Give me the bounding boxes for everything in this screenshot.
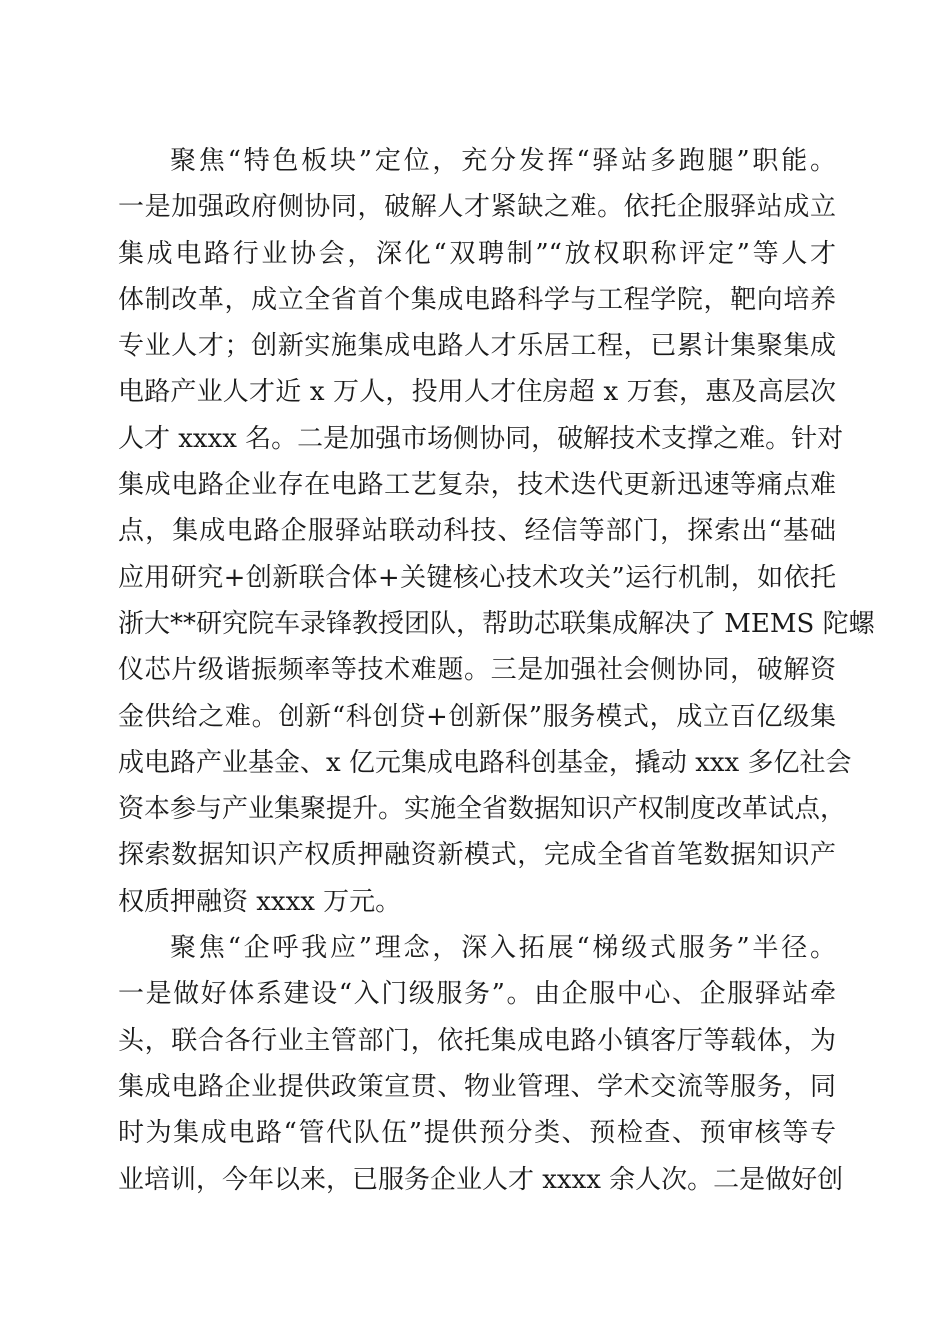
paragraph-line: 资本参与产业集聚提升。实施全省数据知识产权制度改革试点， [118,794,847,825]
paragraph-line: 人才 xxxx 名。二是加强市场侧协同，破解技术支撑之难。针对 [118,423,844,454]
paragraph-line: 头，联合各行业主管部门，依托集成电路小镇客厅等载体，为 [118,1025,836,1056]
paragraph-line: 探索数据知识产权质押融资新模式，完成全省首笔数据知识产 [118,840,836,871]
paragraph-line: 成电路产业基金、x 亿元集成电路科创基金，撬动 xxx 多亿社会 [118,747,852,778]
paragraph-line: 集成电路行业协会，深化“双聘制”“放权职称评定”等人才 [118,238,836,269]
paragraph-line: 一是做好体系建设“入门级服务”。由企服中心、企服驿站牵 [118,979,836,1010]
paragraph-2 [118,925,844,1203]
paragraph-1 [118,138,875,925]
paragraph-line: 金供给之难。创新“科创贷+创新保”服务模式，成立百亿级集 [118,701,836,732]
paragraph-line: 聚焦“特色板块”定位，充分发挥“驿站多跑腿”职能。 [170,146,836,176]
paragraph-line: 集成电路企业存在电路工艺复杂，技术迭代更新迅速等痛点难 [118,470,836,501]
paragraph-line: 业培训，今年以来，已服务企业人才 xxxx 余人次。二是做好创 [118,1164,844,1195]
paragraph-line: 集成电路企业提供政策宣贯、物业管理、学术交流等服务，同 [118,1071,836,1102]
paragraph-line: 仪芯片级谐振频率等技术难题。三是加强社会侧协同，破解资 [118,655,836,686]
paragraph-line: 聚焦“企呼我应”理念，深入拓展“梯级式服务”半径。 [170,933,836,964]
document-body [118,138,875,1203]
paragraph-line: 时为集成电路“管代队伍”提供预分类、预检查、预审核等专 [118,1118,836,1149]
paragraph-line: 权质押融资 xxxx 万元。 [118,886,402,917]
paragraph-line: 一是加强政府侧协同，破解人才紧缺之难。依托企服驿站成立 [118,192,836,223]
paragraph-line: 专业人才；创新实施集成电路人才乐居工程，已累计集聚集成 [118,331,836,362]
paragraph-line: 应用研究+创新联合体+关键核心技术攻关”运行机制，如依托 [118,562,836,593]
paragraph-line: 浙大**研究院车录锋教授团队，帮助芯联集成解决了 MEMS 陀螺 [118,608,875,639]
paragraph-line: 点，集成电路企服驿站联动科技、经信等部门，探索出“基础 [118,516,836,547]
paragraph-line: 电路产业人才近 x 万人，投用人才住房超 x 万套，惠及高层次 [118,377,836,408]
paragraph-line: 体制改革，成立全省首个集成电路科学与工程学院，靶向培养 [118,284,836,315]
